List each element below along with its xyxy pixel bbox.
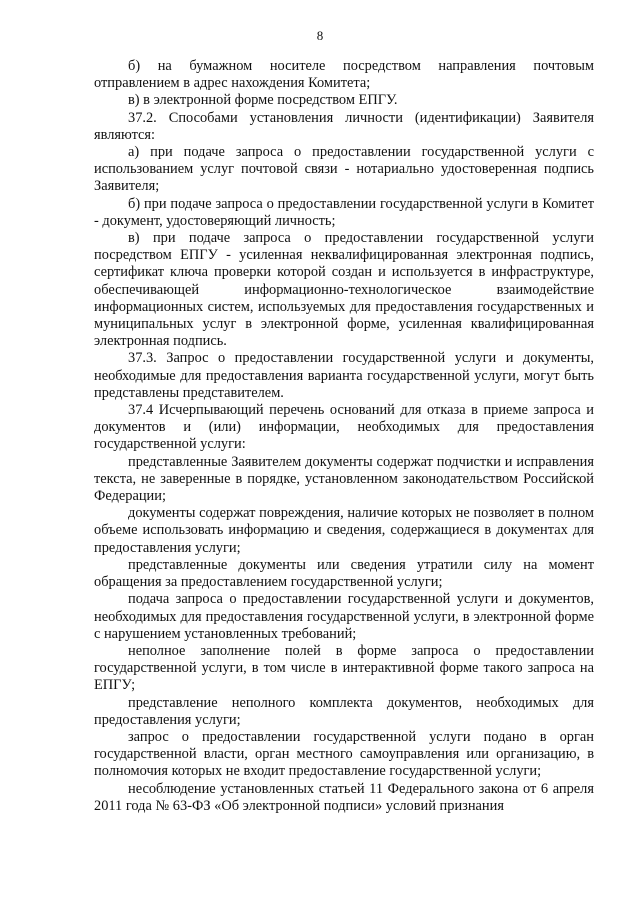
paragraph: представленные Заявителем документы содержат подчистки и исправления текста, не заверенные в порядке, установленном законодательством Российской Федерации; — [94, 453, 594, 505]
paragraph: документы содержат повреждения, наличие которых не позволяет в полном объеме использовать информацию и сведения, содержащиеся в документах для предоставления услуги; — [94, 505, 594, 556]
page-number: 8 — [316, 28, 324, 43]
paragraph: представление неполного комплекта документов, необходимых для предоставления услуги; — [94, 694, 594, 728]
paragraph: в) в электронной форме посредством ЕПГУ. — [128, 92, 398, 109]
paragraph: подача запроса о предоставлении государственной услуги и документов, необходимых для предоставления государственной услуги, в электронной форме с нарушением установленных требований; — [94, 591, 594, 642]
paragraph: в) при подаче запроса о предоставлении государственной услуги посредством ЕПГУ - усиленная неквалифицированная электронная подпись, сертификат ключа проверки которой создан и используется в инфраструктуре, обеспечивающей информационно-технологическое взаимодействие информационных систем, используемых для предоставления государственных и муниципальных услуг в электронной форме, усиленная квалифицированная электронная подпись. — [94, 230, 594, 350]
paragraph: б) на бумажном носителе посредством направления почтовым отправлением в адрес нахождения Комитета; — [94, 58, 594, 92]
paragraph: представленные документы или сведения утратили силу на момент обращения за предоставлением государственной услуги; — [94, 556, 594, 591]
paragraph: б) при подаче запроса о предоставлении государственной услуги в Комитет - документ, удостоверяющий личность; — [94, 195, 594, 229]
paragraph: неполное заполнение полей в форме запроса о предоставлении государственной услуги, в том числе в интерактивной форме такого запроса на ЕПГУ; — [94, 642, 594, 694]
paragraph: 37.3. Запрос о предоставлении государственной услуги и документы, необходимые для предоставления варианта государственной услуги, могут быть представлены представителем. — [94, 350, 594, 401]
paragraph: 37.4 Исчерпывающий перечень оснований для отказа в приеме запроса и документов и (или) информации, необходимых для предоставления государственной услуги: — [94, 402, 594, 453]
paragraph: запрос о предоставлении государственной услуги подано в орган государственной власти, орган местного самоуправления или организацию, в полномочия которых не входит предоставление государственной услуги; — [94, 728, 594, 780]
paragraph: а) при подаче запроса о предоставлении государственной услуги с использованием услуг почтовой связи - нотариально удостоверенная подпись Заявителя; — [94, 144, 594, 195]
document-body — [94, 58, 594, 815]
paragraph: несоблюдение установленных статьей 11 Федерального закона от 6 апреля 2011 года № 63-ФЗ «Об электронной подписи» условий признания — [94, 780, 594, 814]
paragraph: 37.2. Способами установления личности (идентификации) Заявителя являются: — [94, 109, 594, 143]
